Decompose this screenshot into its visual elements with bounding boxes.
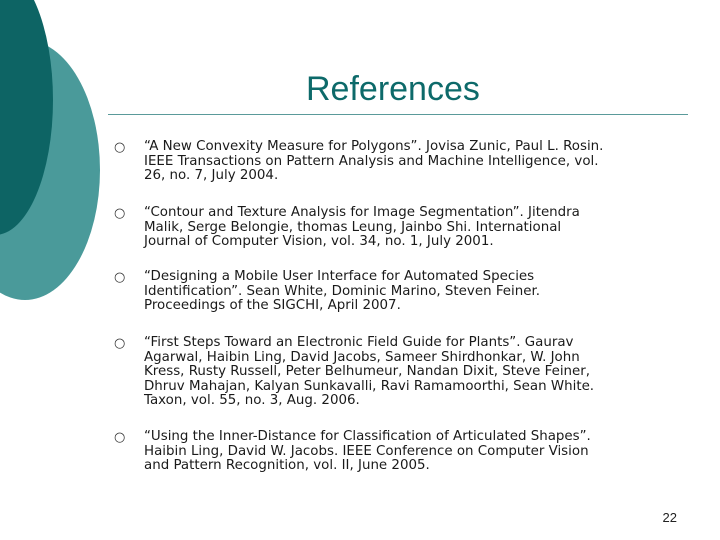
reference-item bbox=[112, 206, 672, 250]
reference-item bbox=[112, 336, 672, 409]
title-divider bbox=[108, 114, 688, 115]
reference-item bbox=[112, 430, 672, 474]
reference-item bbox=[112, 270, 672, 314]
page-title: References bbox=[306, 70, 480, 108]
corner-decoration bbox=[0, 0, 120, 300]
circle-bullet-icon: ○ bbox=[114, 140, 126, 155]
reference-text: “Using the Inner-Distance for Classification of Articulated Shapes”. Haibin Ling, David W. Jacobs. IEEE Conference on Computer Vision and Pattern Recognition, vol. II, June 2005. bbox=[144, 429, 591, 473]
reference-text: “A New Convexity Measure for Polygons”. Jovisa Zunic, Paul L. Rosin. IEEE Transactions on Pattern Analysis and Machine Intelligence, vol. 26, no. 7, July 2004. bbox=[144, 139, 604, 183]
reference-item bbox=[112, 140, 672, 184]
circle-bullet-icon: ○ bbox=[114, 430, 126, 445]
circle-bullet-icon: ○ bbox=[114, 336, 126, 351]
reference-text: “First Steps Toward an Electronic Field Guide for Plants”. Gaurav Agarwal, Haibin Ling, David Jacobs, Sameer Shirdhonkar, W. John Kress, Rusty Russell, Peter Belhumeur, Nandan Dixit, Steve Feiner, Dhruv Mahajan, Kalyan Sunkavalli, Ravi Ramamoorthi, Sean White. Taxon, vol. 55, no. 3, Aug. 2006. bbox=[144, 335, 595, 408]
circle-bullet-icon: ○ bbox=[114, 206, 126, 221]
circle-bullet-icon: ○ bbox=[114, 270, 126, 285]
reference-text: “Designing a Mobile User Interface for Automated Species Identification”. Sean White, Dominic Marino, Steven Feiner. Proceedings of the SIGCHI, April 2007. bbox=[144, 269, 541, 313]
slide-number: 22 bbox=[662, 510, 677, 525]
reference-text: “Contour and Texture Analysis for Image Segmentation”. Jitendra Malik, Serge Belongie, thomas Leung, Jainbo Shi. International Journal of Computer Vision, vol. 34, no. 1, July 2001. bbox=[144, 205, 580, 249]
